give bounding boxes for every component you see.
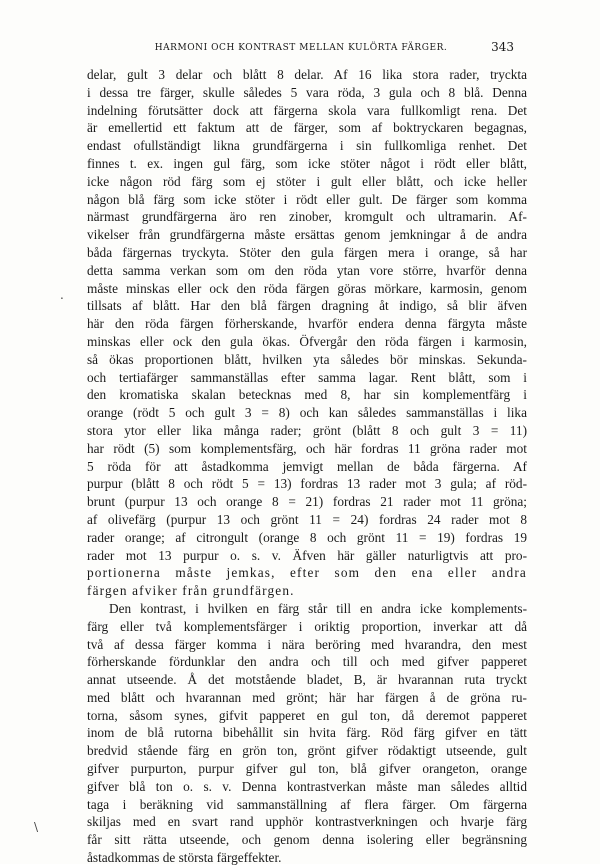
text-line: indelning förutsätter dock att färgerna skola vara fullkomligt rena. Det xyxy=(87,102,527,118)
text-line: delar, gult 3 delar och blått 8 delar. Af 16 lika stora rader, tryckta xyxy=(87,67,527,82)
text-line: detta samma verkan som om den röda ytan vore större, hvarför denna xyxy=(87,262,527,278)
text-line: närmast grundfärgerna äro ren zinober, kromgult och ultramarin. Af- xyxy=(87,209,527,225)
text-line: rader mot 13 purpur o. s. v. Äfven här gäller naturligtvis att pro- xyxy=(87,547,527,563)
text-line: med blått och hvarannan med grönt; här har färgen å de gröna ru- xyxy=(87,689,527,705)
text-line: purpur (blått 8 och rödt 5 = 13) fordras 13 rader mot 3 gula; af röd- xyxy=(87,476,527,492)
text-line: så ökas proportionen blått, hvilken yta således bör minskas. Sekunda- xyxy=(87,351,527,367)
text-line: portionerna måste jemkas, efter som den ena eller andra xyxy=(87,565,527,581)
text-line: och tertiafärger sammanställas efter samma lagar. Rent blått, som i xyxy=(87,369,527,385)
text-line: bredvid stående färg en grön ton, grönt gifver rödaktigt utseende, gult xyxy=(87,743,527,759)
text-line: någon blå färg som icke stöter i rödt eller gult. De färger som komma xyxy=(87,191,527,207)
running-title: HARMONI OCH KONTRAST MELLAN KULÖRTA FÄRGER. xyxy=(154,43,448,53)
text-line: torna, såsom synes, gifvit papperet en gul ton, då deremot papperet xyxy=(87,707,527,723)
text-line: gifver blå ton o. s. v. Denna kontrastverkan måste man således alltid xyxy=(87,778,527,794)
text-line: annat utseende. Å det motstående bladet, B, är hvarannan ruta tryckt xyxy=(87,672,527,688)
text-line: finnes t. ex. ingen gul färg, som icke stöter något i rödt eller blått, xyxy=(87,155,527,171)
text-line: färgen afviker från grundfärgen. xyxy=(87,583,295,599)
text-line: tillsats af blått. Har den blå färgen dragning åt indigo, så blir äfven xyxy=(87,298,527,314)
body-text xyxy=(87,66,527,867)
text-line: vikelser från grundfärgerna måste ersättas genom jemkningar å de andra xyxy=(87,227,527,243)
text-line: rader orange; af citrongult (orange 8 och grönt 11 = 19) fordras 19 xyxy=(87,529,527,545)
text-line: gifver purpurton, purpur gifver gul ton, blå gifver orangeton, orange xyxy=(87,761,527,777)
text-line: får sitt rätta utseende, och genom denna isolering eller begränsning xyxy=(87,832,527,848)
text-line: af olivefärg (purpur 13 och grönt 11 = 24) fordras 24 rader mot 8 xyxy=(87,511,527,527)
text-line: icke någon röd färg som ej stöter i gult eller blått, och icke heller xyxy=(87,173,527,189)
text-line: den kromatiska skalan betecknas med 8, har sin komplementfärg i xyxy=(87,387,527,403)
text-line: färg eller två komplementsfärger i oriktig proportion, inverkar att då xyxy=(87,618,527,634)
text-line: brunt (purpur 13 och orange 8 = 21) fordras 21 rader mot 11 gröna; xyxy=(87,494,527,510)
text-line: inom de blå rutorna bibehållit sin hvita färg. Röd färg gifver en tätt xyxy=(87,725,527,741)
margin-mark: . xyxy=(60,288,64,302)
text-line: två af dessa färger komma i nära beröring med hvarandra, den mest xyxy=(87,636,527,652)
text-line: minskas eller ock den gula ökas. Öfvergår den röda färgen i karmosin, xyxy=(87,333,527,349)
text-line: orange (rödt 5 och gult 3 = 8) och kan således sammanställas i lika xyxy=(87,405,527,421)
text-line: Den kontrast, i hvilken en färg står till en andra icke komplements- xyxy=(109,600,527,616)
text-line: måste minskas eller ock den röda färgen göras mörkare, karmosin, genom xyxy=(87,280,527,296)
text-line: stora ytor eller lika många rader; grönt (blått 8 och gult 3 = 11) xyxy=(87,422,527,438)
text-line: har rödt (5) som komplementsfärg, och här fordras 11 gröna rader mot xyxy=(87,440,527,456)
text-line: 5 röda för att åstadkomma jemvigt mellan de båda färgerna. Af xyxy=(87,458,527,474)
text-line: förherskande fördunklar den andra och till och med gifver papperet xyxy=(87,654,527,670)
text-line: här den röda färgen förherskande, hvarför endera denna färgyta måste xyxy=(87,316,527,332)
text-line: är emellertid ett faktum att de färger, som af boktryckaren begagnas, xyxy=(87,120,527,136)
text-line: endast ofullständigt likna grundfärgerna i sin fullkomliga renhet. Det xyxy=(87,138,527,154)
page-number: 343 xyxy=(491,40,514,54)
margin-mark: \ xyxy=(34,820,39,834)
text-line: båda färgernas tryckyta. Stöter den gula färgen mera i orange, så har xyxy=(87,244,527,260)
text-line: åstadkommas de största färgeffekter. xyxy=(87,850,282,866)
text-line: skiljas med en svart rand upphör kontrastverkningen och hvarje färg xyxy=(87,814,527,830)
running-header xyxy=(88,40,514,56)
text-line: taga i beräkning vid sammanställning af flera färger. Om färgerna xyxy=(87,796,527,812)
text-line: i dessa tre färger, skulle således 5 vara röda, 3 gula och 8 blå. Denna xyxy=(87,84,527,100)
